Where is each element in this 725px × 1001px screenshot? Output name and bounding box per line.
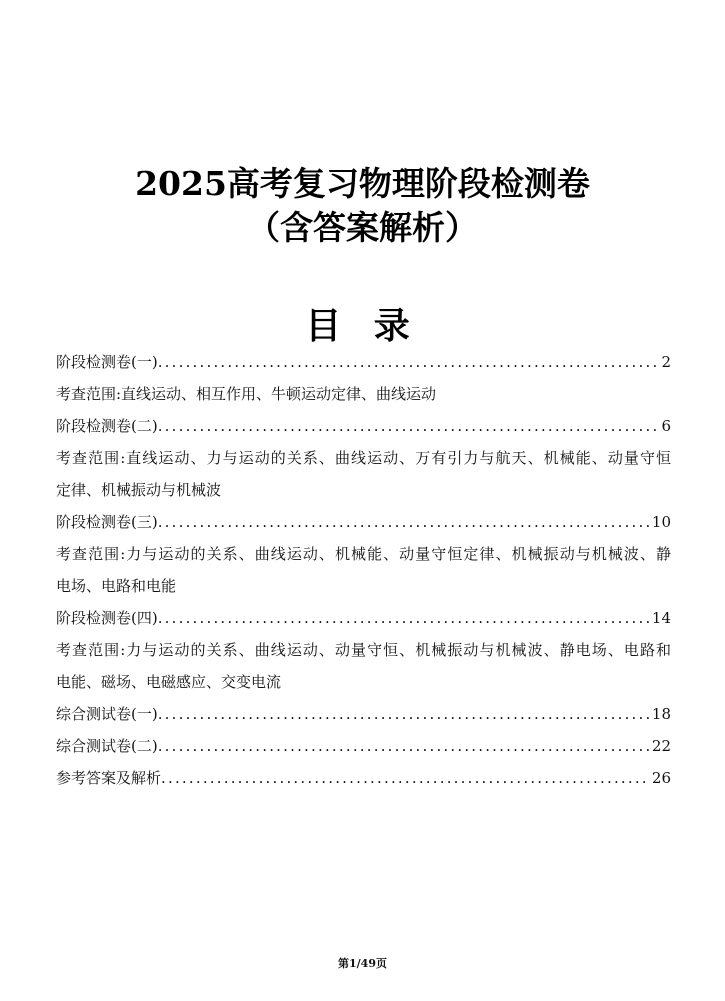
toc-entry-scope: 电场、电路和电能: [56, 577, 177, 595]
toc-entry-scope: 电能、磁场、电磁感应、交变电流: [56, 673, 282, 691]
toc-entry-scope: 考查范围:力与运动的关系、曲线运动、机械能、动量守恒定律、机械振动与机械波、静: [56, 545, 671, 563]
dot-leader: [158, 346, 660, 378]
dot-leader: [158, 730, 650, 762]
toc-entry-scope: 考查范围:直线运动、相互作用、牛顿运动定律、曲线运动: [56, 385, 437, 403]
toc-entry-scope: 定律、机械振动与机械波: [56, 481, 222, 499]
toc-entry[interactable]: [56, 346, 671, 378]
dot-leader: [158, 698, 650, 730]
toc-entry[interactable]: [56, 762, 671, 794]
toc-entry-label: 阶段检测卷(二): [56, 417, 158, 435]
toc-entry[interactable]: [56, 410, 671, 442]
toc-entry-page: 2: [661, 353, 671, 371]
toc-entry-label: 阶段检测卷(一): [56, 353, 158, 371]
table-of-contents: [56, 346, 671, 794]
toc-entry[interactable]: [56, 602, 671, 634]
dot-leader: [158, 410, 660, 442]
toc-entry-page: 18: [651, 705, 671, 723]
toc-entry[interactable]: [56, 698, 671, 730]
toc-entry-page: 6: [661, 417, 671, 435]
toc-entry-label: 阶段检测卷(四): [56, 609, 158, 627]
toc-entry-label: 参考答案及解析: [56, 769, 162, 787]
toc-entry-page: 26: [651, 769, 671, 787]
dot-leader: [161, 762, 650, 794]
document-subtitle: （含答案解析）: [247, 208, 478, 247]
dot-leader: [158, 506, 650, 538]
toc-entry-page: 10: [651, 513, 671, 531]
toc-entry[interactable]: [56, 506, 671, 538]
toc-entry-page: 22: [651, 737, 671, 755]
toc-entry-label: 阶段检测卷(三): [56, 513, 158, 531]
toc-entry-scope: 考查范围:直线运动、力与运动的关系、曲线运动、万有引力与航天、机械能、动量守恒: [56, 449, 671, 467]
toc-entry-label: 综合测试卷(一): [56, 705, 158, 723]
toc-entry-label: 综合测试卷(二): [56, 737, 158, 755]
toc-entry-page: 14: [651, 609, 671, 627]
page-number: 第1/49页: [338, 957, 387, 970]
toc-entry[interactable]: [56, 730, 671, 762]
dot-leader: [158, 602, 650, 634]
toc-heading: 目 录: [305, 305, 420, 347]
toc-entry-scope: 考查范围:力与运动的关系、曲线运动、动量守恒、机械振动与机械波、静电场、电路和: [56, 641, 671, 659]
document-title: 2025高考复习物理阶段检测卷: [135, 164, 590, 203]
